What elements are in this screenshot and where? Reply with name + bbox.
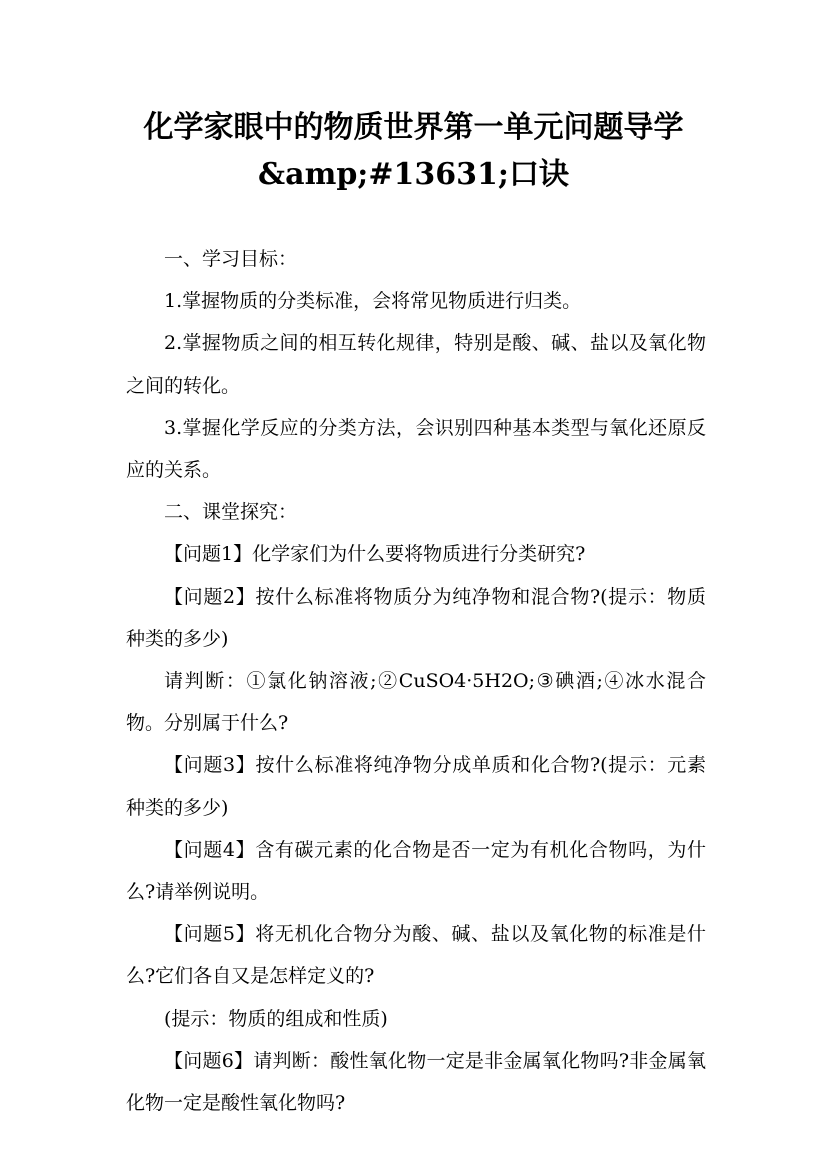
question-5: 【问题5】将无机化合物分为酸、碱、盐以及氧化物的标准是什么?它们各自又是怎样定义的? (126, 923, 706, 988)
section-heading-objectives: 一、学习目标： (164, 248, 298, 270)
section-heading-exploration: 二、课堂探究： (164, 501, 298, 524)
question-6: 【问题6】请判断：酸性氧化物一定是非金属氧化物吗?非金属氧化物一定是酸性氧化物吗? (126, 1049, 706, 1115)
objective-2: 2.掌握物质之间的相互转化规律，特别是酸、碱、盐以及氧化物之间的转化。 (126, 332, 706, 397)
objective-1: 1.掌握物质的分类标准，会将常见物质进行归类。 (164, 290, 582, 313)
question-2: 【问题2】按什么标准将物质分为纯净物和混合物?(提示：物质种类的多少) (126, 585, 706, 650)
hint-text: (提示：物质的组成和性质) (164, 1007, 388, 1030)
objective-3: 3.掌握化学反应的分类方法，会识别四种基本类型与氧化还原反应的关系。 (126, 416, 706, 482)
document-title: 化学家眼中的物质世界第一单元问题导学&amp;#13631;口诀 (143, 110, 684, 192)
question-4: 【问题4】含有碳元素的化合物是否一定为有机化合物吗，为什么?请举例说明。 (126, 838, 706, 904)
judgment-exercise: 请判断：①氯化钠溶液;②CuSO4·5H2O;③碘酒;④冰水混合物。分别属于什么? (126, 670, 706, 735)
document-body (126, 238, 706, 1124)
question-3: 【问题3】按什么标准将纯净物分成单质和化合物?(提示：元素种类的多少) (126, 754, 706, 819)
question-1: 【问题1】化学家们为什么要将物质进行分类研究? (164, 543, 586, 566)
